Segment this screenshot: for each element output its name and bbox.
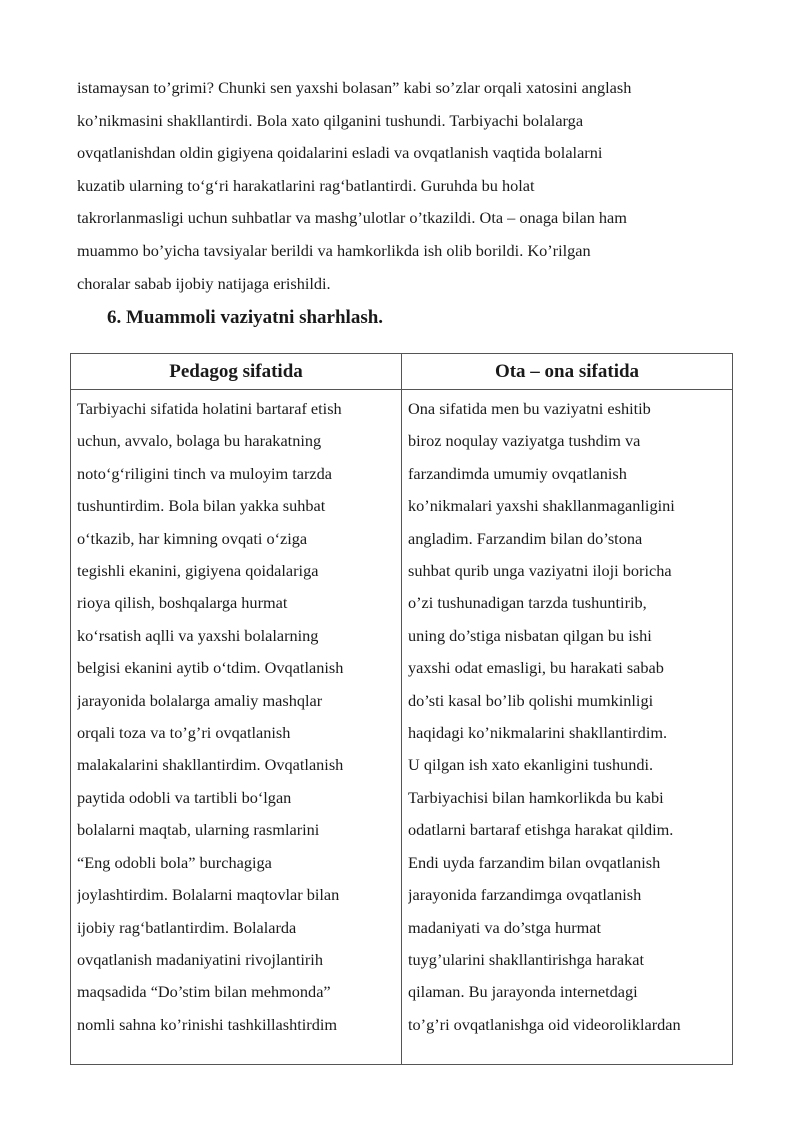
ota-ona-text-line: suhbat qurib unga vaziyatni iloji boricha [408, 561, 672, 581]
ota-ona-text-line: to’g’ri ovqatlanishga oid videoroliklardan [408, 1014, 681, 1034]
intro-line: kuzatib ularning to‘g‘ri harakatlarini rag‘batlantirdi. Guruhda bu holat [77, 175, 535, 195]
pedagog-text-line: belgisi ekanini aytib o‘tdim. Ovqatlanish [77, 658, 344, 678]
pedagog-text-line: uchun, avvalo, bolaga bu harakatning [77, 431, 322, 451]
ota-ona-text-line: Ona sifatida men bu vaziyatni eshitib [408, 399, 651, 418]
ota-ona-text-line: ko’nikmalari yaxshi shakllanmaganligini [408, 496, 675, 516]
ota-ona-text-line: jarayonida farzandimga ovqatlanish [408, 885, 642, 905]
pedagog-cell [71, 390, 402, 1065]
ota-ona-text-line: Endi uyda farzandim bilan ovqatlanish [408, 852, 661, 872]
intro-line: ko’nikmasini shakllantirdi. Bola xato qilganini tushundi. Tarbiyachi bolalarga [77, 110, 584, 130]
comparison-table [70, 353, 733, 1065]
table-header-row [71, 354, 733, 390]
pedagog-text-line: orqali toza va to’g’ri ovqatlanish [77, 723, 291, 743]
pedagog-text-line: ko‘rsatish aqlli va yaxshi bolalarning [77, 625, 319, 645]
ota-ona-text-line: farzandimda umumiy ovqatlanish [408, 463, 627, 483]
ota-ona-text-line: uning do’stiga nisbatan qilgan bu ishi [408, 625, 652, 645]
pedagog-text-line: jarayonida bolalarga amaliy mashqlar [77, 690, 323, 710]
pedagog-text-line: tushuntirdim. Bola bilan yakka suhbat [77, 496, 326, 516]
pedagog-text-line: rioya qilish, boshqalarga hurmat [77, 593, 288, 613]
ota-ona-text-line: U qilgan ish xato ekanligini tushundi. [408, 755, 654, 775]
pedagog-text-line: bolalarni maqtab, ularning rasmlarini [77, 820, 320, 840]
ota-ona-text-line: madaniyati va do’stga hurmat [408, 917, 602, 937]
ota-ona-text-line: qilaman. Bu jarayonda internetdagi [408, 982, 638, 1002]
ota-ona-text-line: odatlarni bartaraf etishga harakat qildim. [408, 820, 674, 840]
ota-ona-text-line: do’sti kasal bo’lib qolishi mumkinligi [408, 690, 654, 710]
table-row [71, 390, 733, 1065]
ota-ona-text-line: haqidagi ko’nikmalarini shakllantirdim. [408, 723, 668, 743]
pedagog-text-line: Tarbiyachi sifatida holatini bartaraf etish [77, 399, 342, 418]
pedagog-text-line: tegishli ekanini, gigiyena qoidalariga [77, 561, 319, 581]
ota-ona-cell [402, 390, 733, 1065]
pedagog-text-line: noto‘g‘riligini tinch va muloyim tarzda [77, 463, 333, 483]
intro-line: choralar sabab ijobiy natijaga erishildi. [77, 273, 331, 293]
intro-paragraph [77, 72, 727, 300]
ota-ona-text-line: o’zi tushunadigan tarzda tushuntirib, [408, 593, 647, 613]
pedagog-text-line: maqsadida “Do’stim bilan mehmonda” [77, 982, 331, 1002]
intro-line: ovqatlanishdan oldin gigiyena qoidalarini esladi va ovqatlanish vaqtida bolalarni [77, 143, 603, 163]
pedagog-text-line: malakalarini shakllantirdim. Ovqatlanish [77, 755, 344, 775]
ota-ona-text-line: Tarbiyachisi bilan hamkorlikda bu kabi [408, 787, 664, 807]
pedagog-text-line: paytida odobli va tartibli bo‘lgan [77, 787, 292, 807]
ota-ona-text-line: biroz noqulay vaziyatga tushdim va [408, 431, 641, 451]
section-heading: 6. Muammoli vaziyatni sharhlash. [107, 307, 384, 328]
ota-ona-text-line: tuyg’ularini shakllantirishga harakat [408, 949, 645, 969]
header-ota-ona: Ota – ona sifatida [402, 354, 733, 390]
pedagog-text-line: joylashtirdim. Bolalarni maqtovlar bilan [77, 885, 340, 905]
pedagog-text-line: o‘tkazib, har kimning ovqati o‘ziga [77, 528, 308, 548]
pedagog-text-line: nomli sahna ko’rinishi tashkillashtirdim [77, 1014, 338, 1034]
pedagog-text-line: ovqatlanish madaniyatini rivojlantirih [77, 949, 323, 969]
intro-line: muammo bo’yicha tavsiyalar berildi va hamkorlikda ish olib borildi. Ko’rilgan [77, 240, 591, 260]
pedagog-text-line: ijobiy rag‘batlantirdim. Bolalarda [77, 917, 297, 937]
intro-line: istamaysan to’grimi? Chunki sen yaxshi bolasan” kabi so’zlar orqali xatosini anglash [77, 78, 632, 97]
header-pedagog: Pedagog sifatida [71, 354, 402, 390]
ota-ona-text-line: angladim. Farzandim bilan do’stona [408, 528, 643, 548]
ota-ona-text-line: yaxshi odat emasligi, bu harakati sabab [408, 658, 664, 678]
pedagog-text-line: “Eng odobli bola” burchagiga [77, 852, 272, 872]
intro-line: takrorlanmasligi uchun suhbatlar va mashg’ulotlar o’tkazildi. Ota – onaga bilan ham [77, 208, 627, 228]
